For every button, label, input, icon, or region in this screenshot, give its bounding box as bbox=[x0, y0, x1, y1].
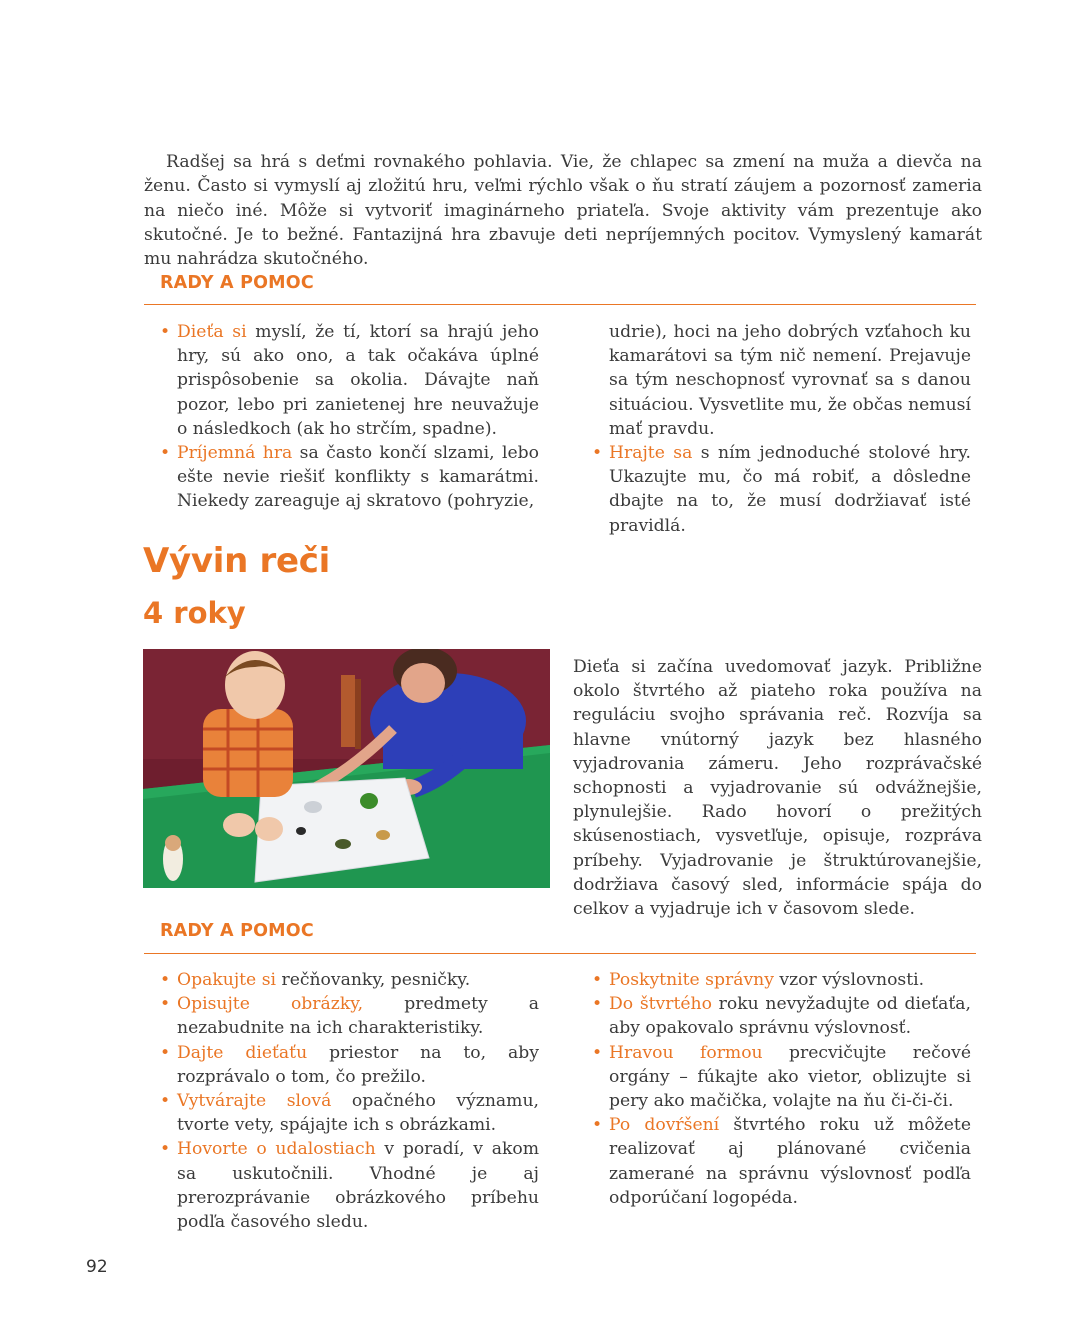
tips-2-left-item bbox=[160, 992, 539, 1040]
tips-2-left-item bbox=[160, 1089, 539, 1137]
bullet-icon: • bbox=[160, 322, 171, 342]
bullet-icon: • bbox=[592, 1115, 603, 1136]
item-text: precvičujte rečové orgány – fúkajte ako vietor, oblizujte si pery ako mačička, volajte na ňu či-či-či. bbox=[609, 1042, 971, 1112]
bullet-icon: • bbox=[592, 443, 603, 464]
item-text: priestor na to, aby rozprávalo o tom, čo prežilo. bbox=[177, 1042, 539, 1087]
section-title: Vývin reči bbox=[143, 541, 330, 581]
item-text: opačného významu, tvorte vety, spájajte ich s obrázkami. bbox=[177, 1091, 539, 1136]
bullet-icon: • bbox=[592, 970, 603, 990]
tips-2-left-item bbox=[160, 968, 539, 992]
photo-child-and-adult-at-table bbox=[143, 649, 550, 888]
tips-divider-1 bbox=[144, 304, 976, 305]
bullet-icon: • bbox=[160, 443, 171, 464]
highlight-phrase: Dieťa si bbox=[177, 322, 247, 342]
intro-paragraph: Radšej sa hrá s deťmi rovnakého pohlavia. Vie, že chlapec sa zmení na muža a dievča na ženu. Často si vymyslí aj zložitú hru, veľmi rýchlo však o ňu stratí záujem a pozornosť zameria na niečo iné. Môže si vytvoriť imaginárneho priateľa. Svoje aktivity vám prezentuje ako skutočné. Je to bežné. Fantazijná hra zbavuje deti nepríjemných pocitov. Vymyslený kamarát mu nahrádza skutočného. bbox=[144, 152, 982, 270]
highlight-phrase: Opisujte obrázky, bbox=[177, 994, 364, 1015]
bullet-icon: • bbox=[160, 970, 171, 990]
item-text: sa často končí slzami, lebo ešte nevie riešiť konflikty s kamarátmi. Niekedy zareaguje aj skratovo (pohryzie, bbox=[177, 443, 539, 512]
item-text: s ním jednoduché stolové hry. Ukazujte mu, čo má robiť, a dôsledne dbajte na to, že musí dodržiavať isté pravidlá. bbox=[609, 443, 972, 536]
tips-1-left-item bbox=[160, 441, 539, 514]
tips-2-left-column bbox=[160, 968, 539, 1234]
item-text: štvrtého roku už môžete realizovať aj plánované cvičenia zamerané na správnu výslovnosť podľa odporúčaní logopéda. bbox=[609, 1115, 971, 1208]
item-text: v poradí, v akom sa uskutočnili. Vhodné je aj prerozprávanie obrázkového príbehu podľa časového sledu. bbox=[177, 1139, 540, 1233]
tips-2-right-item bbox=[592, 992, 971, 1040]
section-subtitle: 4 roky bbox=[143, 596, 246, 630]
item-text: vzor výslovnosti. bbox=[773, 970, 925, 990]
highlight-phrase: Opakujte si bbox=[177, 970, 277, 990]
highlight-phrase: Príjemná hra bbox=[177, 443, 293, 464]
highlight-phrase: Vytvárajte slová bbox=[177, 1091, 332, 1112]
tips-1-continued-text bbox=[592, 320, 971, 441]
bullet-icon: • bbox=[160, 1139, 171, 1160]
bullet-icon: • bbox=[592, 994, 603, 1015]
page-number: 92 bbox=[86, 1257, 108, 1277]
tips-heading-1: RADY A POMOC bbox=[160, 273, 314, 293]
bullet-icon: • bbox=[160, 1042, 171, 1063]
tips-1-right-item bbox=[592, 441, 971, 538]
tips-2-right-column bbox=[592, 968, 971, 1210]
highlight-phrase: Dajte dieťaťu bbox=[177, 1042, 308, 1063]
tips-divider-2 bbox=[144, 953, 976, 954]
highlight-phrase: Hovorte o udalostiach bbox=[177, 1139, 376, 1160]
highlight-phrase: Hravou formou bbox=[609, 1042, 763, 1063]
item-text: myslí, že tí, ktorí sa hrajú jeho hry, sú ako ono, a tak očakáva úplné prispôsobenie sa okolia. Dávajte naň pozor, lebo pri zanietenej hre neuvažuje o následkoch (ak ho strčím, spadne). bbox=[177, 322, 539, 439]
bullet-icon: • bbox=[592, 1042, 603, 1063]
tips-1-left-column bbox=[160, 320, 539, 514]
highlight-phrase: Po dovŕšení bbox=[609, 1115, 720, 1136]
section-paragraph: Dieťa si začína uvedomovať jazyk. Približne okolo štvrtého až piateho roka používa na reguláciu svojho správania reč. Rozvíja sa hlavne vnútorný jazyk bez hlasného vyjadrovania zámeru. Jeho rozprávačské schopnosti a vyjadrovanie sú odvážnejšie, plynulejšie. Rado hovorí o prežitých skúsenostiach, vysvetľuje, opisuje, rozpráva príbehy. Vyjadrovanie je štruktúrovanejšie, dodržiava časový sled, informácie spája do celkov a vyjadruje ich v časovom slede. bbox=[573, 657, 982, 920]
item-text: roku nevyžadujte od dieťaťa, aby opakovalo správnu výslovnosť. bbox=[609, 994, 971, 1039]
tips-1-left-item bbox=[160, 320, 539, 441]
highlight-phrase: Do štvrtého bbox=[609, 994, 712, 1015]
item-text: rečňovanky, pesničky. bbox=[276, 970, 471, 990]
highlight-phrase: Poskytnite správny bbox=[609, 970, 774, 990]
tips-1-right-column bbox=[592, 320, 971, 538]
tips-heading-2: RADY A POMOC bbox=[160, 921, 314, 941]
highlight-phrase: Hrajte sa bbox=[609, 443, 693, 464]
item-text: predmety a nezabudnite na ich charakteristiky. bbox=[177, 994, 540, 1039]
tips-2-left-item bbox=[160, 1041, 539, 1089]
bullet-icon: • bbox=[160, 994, 171, 1015]
tips-2-right-item bbox=[592, 1113, 971, 1210]
tips-2-right-item bbox=[592, 1041, 971, 1114]
tips-2-left-item bbox=[160, 1137, 539, 1234]
item-text: udrie), hoci na jeho dobrých vzťahoch ku kamarátovi sa tým nič nemení. Prejavuje sa tým neschopnosť vyrovnať sa s danou situáciou. Vysvetlite mu, že občas nemusí mať pravdu. bbox=[609, 322, 971, 439]
tips-2-right-item bbox=[592, 968, 971, 992]
bullet-icon: • bbox=[160, 1091, 171, 1112]
